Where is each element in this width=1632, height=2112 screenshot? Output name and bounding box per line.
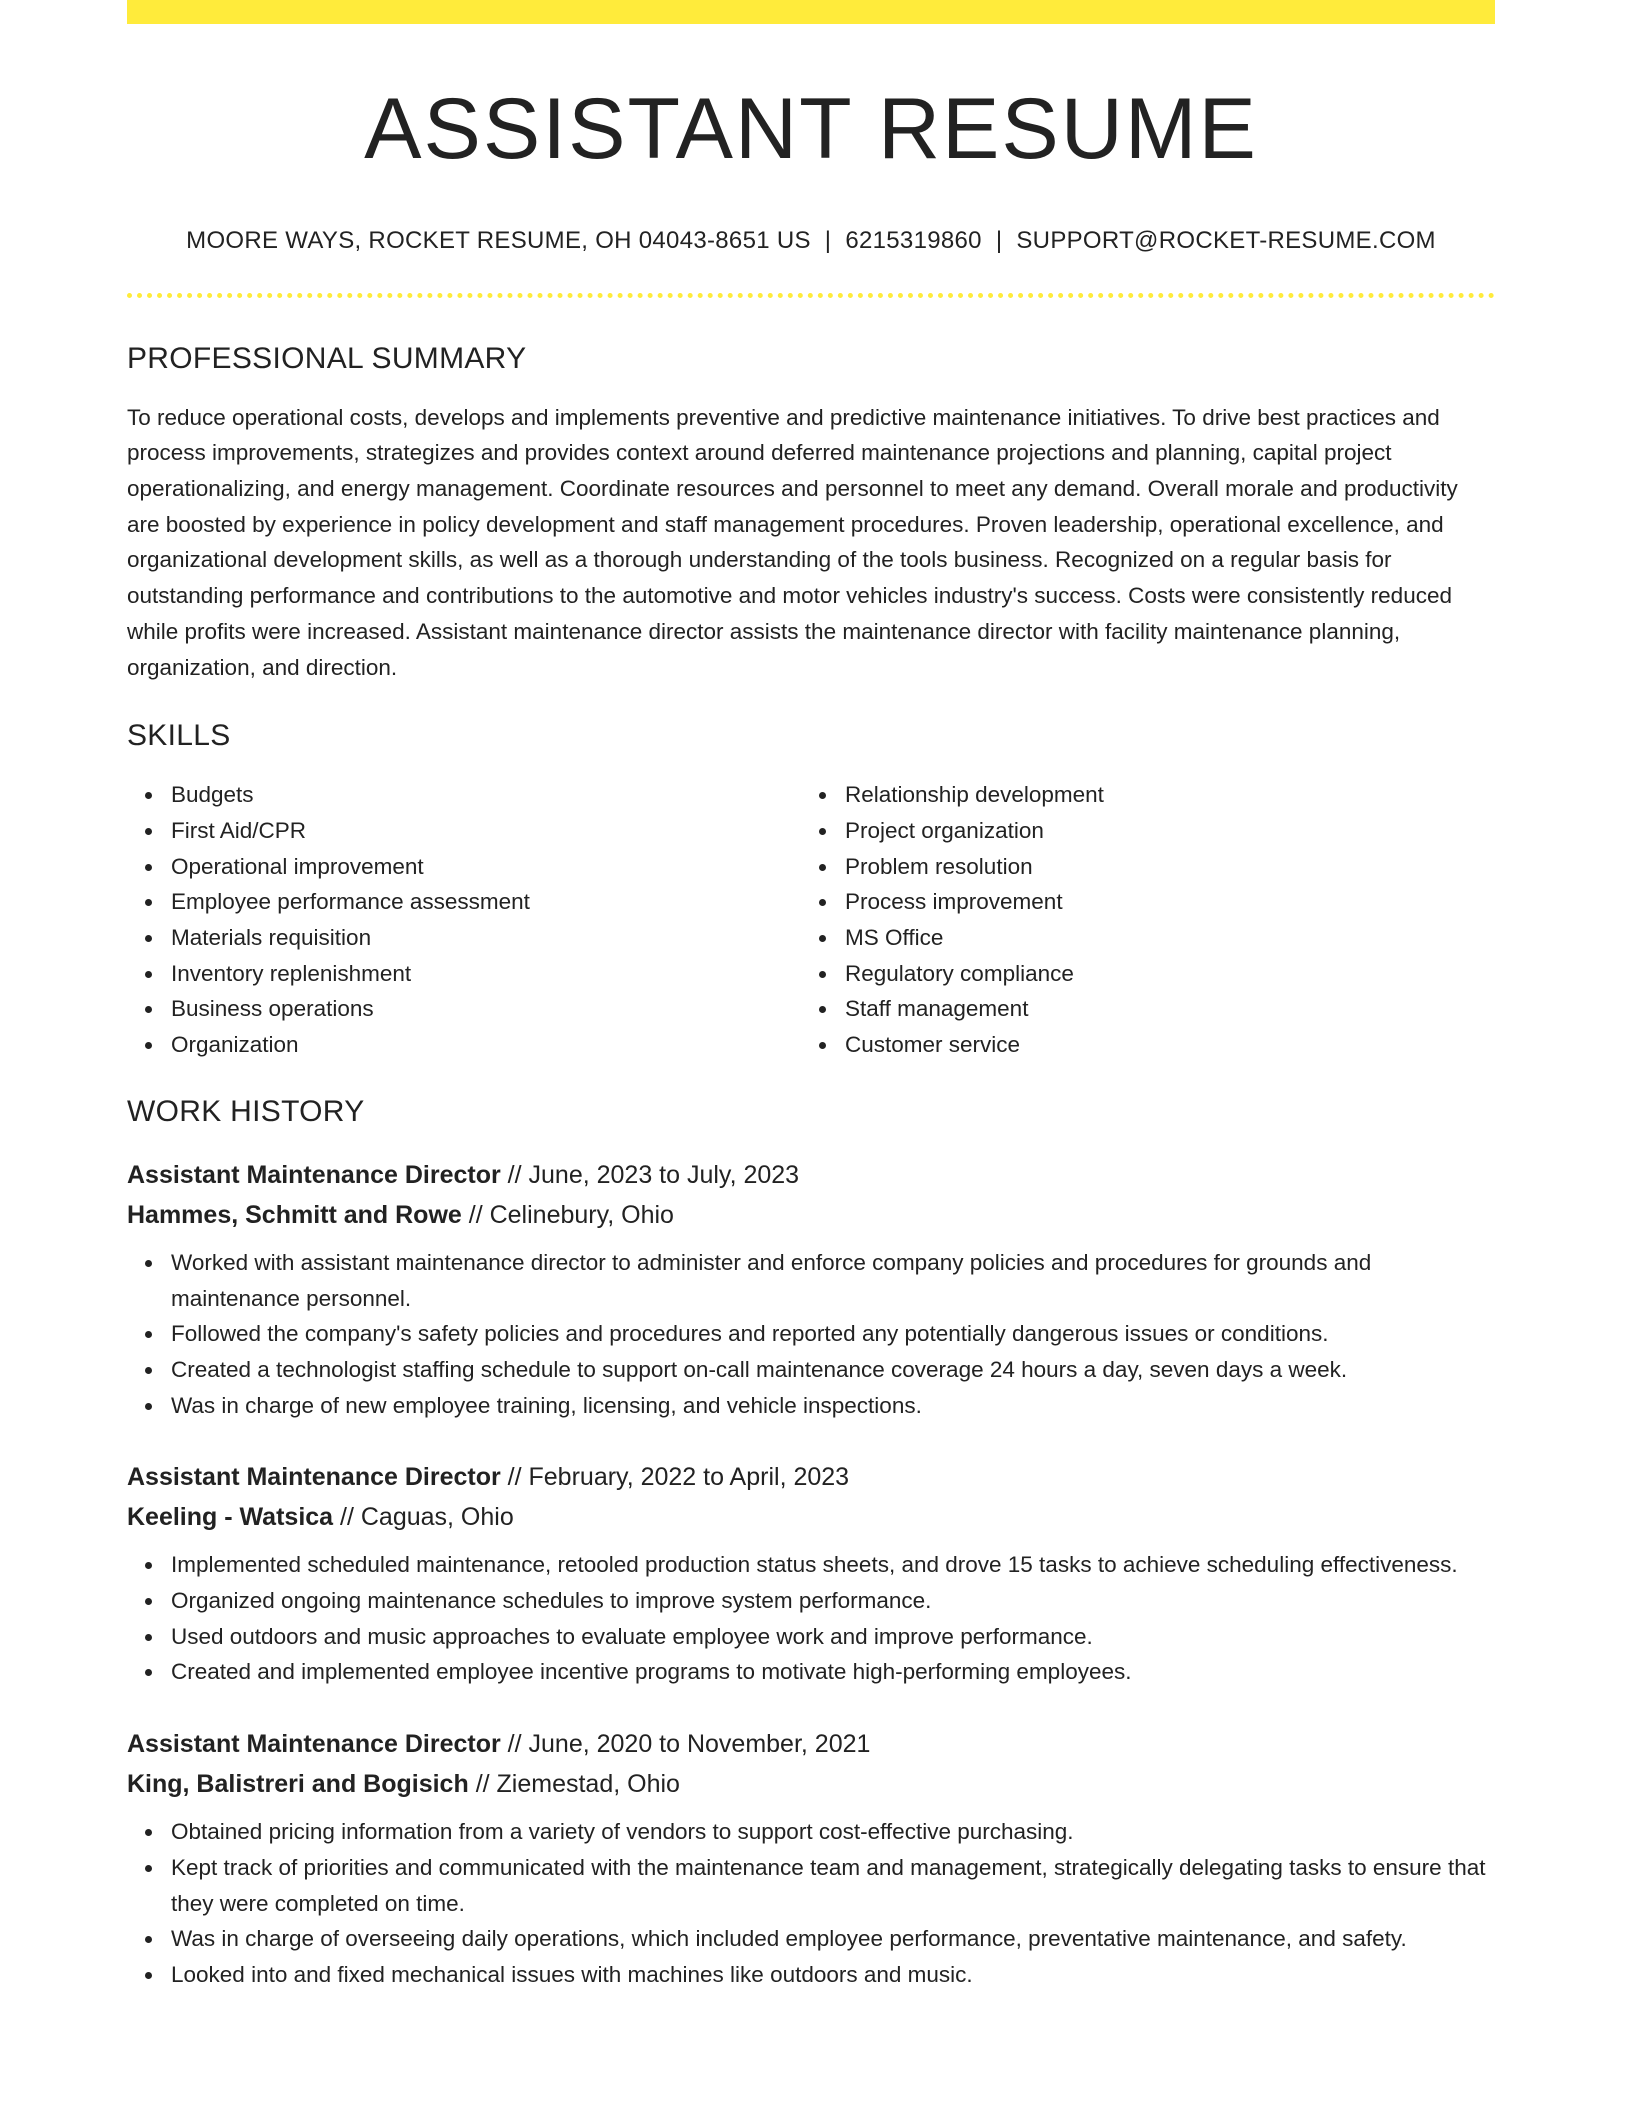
skill-item: Employee performance assessment bbox=[127, 884, 801, 920]
job-company: Keeling - Watsica bbox=[127, 1503, 334, 1532]
dotted-divider bbox=[127, 293, 1495, 298]
job-company-line bbox=[127, 1195, 1495, 1235]
job-bullets bbox=[127, 1547, 1495, 1690]
job-entry bbox=[127, 1457, 1495, 1690]
skill-item: Business operations bbox=[127, 991, 801, 1027]
job-bullet: Created and implemented employee incentive programs to motivate high-performing employees. bbox=[127, 1654, 1495, 1690]
contact-separator: | bbox=[995, 226, 1003, 254]
skill-item: Process improvement bbox=[801, 884, 1475, 920]
job-bullet: Obtained pricing information from a variety of vendors to support cost-effective purchasing. bbox=[127, 1814, 1495, 1850]
summary-text: To reduce operational costs, develops and implements preventive and predictive maintenance initiatives. To drive best practices and process improvements, strategizes and provides context around deferred maintenance projections and planning, capital project operationalizing, and energy management. Coordinate resources and personnel to meet any demand. Overall morale and productivity are boosted by experience in policy development and staff management procedures. Proven leadership, operational excellence, and organizational development skills, as well as a thorough understanding of the tools business. Recognized on a regular basis for outstanding performance and contributions to the automotive and motor vehicles industry's success. Costs were consistently reduced while profits were increased. Assistant maintenance director assists the maintenance director with facility maintenance planning, organization, and direction. bbox=[127, 404, 1458, 680]
job-location: // Celinebury, Ohio bbox=[468, 1200, 674, 1229]
job-role: Assistant Maintenance Director bbox=[127, 1160, 501, 1189]
summary-heading: PROFESSIONAL SUMMARY bbox=[127, 341, 527, 375]
skill-item: Project organization bbox=[801, 813, 1475, 849]
job-dates: // June, 2023 to July, 2023 bbox=[507, 1160, 800, 1189]
skill-item: Customer service bbox=[801, 1027, 1475, 1063]
contact-line bbox=[127, 227, 1495, 255]
skills-columns bbox=[127, 777, 1495, 1063]
contact-phone: 6215319860 bbox=[845, 226, 982, 254]
job-bullets bbox=[127, 1814, 1495, 1993]
job-bullets bbox=[127, 1245, 1495, 1424]
skills-left-list bbox=[127, 777, 801, 1063]
skills-right-list bbox=[801, 777, 1475, 1063]
job-title-line bbox=[127, 1155, 1495, 1195]
skill-item: Staff management bbox=[801, 991, 1475, 1027]
top-accent-bar bbox=[127, 0, 1495, 24]
job-bullet: Used outdoors and music approaches to evaluate employee work and improve performance. bbox=[127, 1619, 1495, 1655]
job-company-line bbox=[127, 1764, 1495, 1804]
job-bullet: Created a technologist staffing schedule to support on-call maintenance coverage 24 hours a day, seven days a week. bbox=[127, 1352, 1495, 1388]
work-history-heading: WORK HISTORY bbox=[127, 1094, 365, 1128]
skill-item: Inventory replenishment bbox=[127, 956, 801, 992]
job-bullet: Was in charge of new employee training, licensing, and vehicle inspections. bbox=[127, 1388, 1495, 1424]
resume-page bbox=[127, 0, 1495, 1993]
job-bullet: Kept track of priorities and communicated with the maintenance team and management, strategically delegating tasks to ensure that they were completed on time. bbox=[127, 1850, 1495, 1921]
job-dates: // February, 2022 to April, 2023 bbox=[507, 1463, 850, 1492]
job-bullet: Looked into and fixed mechanical issues with machines like outdoors and music. bbox=[127, 1957, 1495, 1993]
skill-item: Relationship development bbox=[801, 777, 1475, 813]
job-role: Assistant Maintenance Director bbox=[127, 1730, 501, 1759]
job-entry bbox=[127, 1724, 1495, 1993]
contact-separator: | bbox=[824, 226, 832, 254]
skill-item: Materials requisition bbox=[127, 920, 801, 956]
job-company-line bbox=[127, 1497, 1495, 1537]
job-dates: // June, 2020 to November, 2021 bbox=[507, 1730, 871, 1759]
skill-item: Operational improvement bbox=[127, 849, 801, 885]
job-bullet: Was in charge of overseeing daily operations, which included employee performance, preventative maintenance, and safety. bbox=[127, 1921, 1495, 1957]
job-location: // Ziemestad, Ohio bbox=[475, 1770, 680, 1799]
resume-name: ASSISTANT RESUME bbox=[364, 81, 1258, 177]
contact-email: SUPPORT@ROCKET-RESUME.COM bbox=[1016, 226, 1436, 254]
job-location: // Caguas, Ohio bbox=[340, 1503, 514, 1532]
job-bullet: Worked with assistant maintenance director to administer and enforce company policies and procedures for grounds and maintenance personnel. bbox=[127, 1245, 1495, 1316]
job-bullet: Organized ongoing maintenance schedules to improve system performance. bbox=[127, 1583, 1495, 1619]
contact-address: MOORE WAYS, ROCKET RESUME, OH 04043-8651 US bbox=[186, 226, 811, 254]
job-title-line bbox=[127, 1457, 1495, 1497]
job-bullet: Implemented scheduled maintenance, retooled production status sheets, and drove 15 tasks to achieve scheduling effectiveness. bbox=[127, 1547, 1495, 1583]
job-company: King, Balistreri and Bogisich bbox=[127, 1770, 469, 1799]
skill-item: First Aid/CPR bbox=[127, 813, 801, 849]
skills-heading: SKILLS bbox=[127, 719, 231, 753]
job-bullet: Followed the company's safety policies and procedures and reported any potentially dangerous issues or conditions. bbox=[127, 1316, 1495, 1352]
skill-item: Regulatory compliance bbox=[801, 956, 1475, 992]
job-entry bbox=[127, 1155, 1495, 1424]
job-role: Assistant Maintenance Director bbox=[127, 1463, 501, 1492]
skill-item: MS Office bbox=[801, 920, 1475, 956]
skill-item: Problem resolution bbox=[801, 849, 1475, 885]
skill-item: Organization bbox=[127, 1027, 801, 1063]
job-company: Hammes, Schmitt and Rowe bbox=[127, 1200, 462, 1229]
job-title-line bbox=[127, 1724, 1495, 1764]
skill-item: Budgets bbox=[127, 777, 801, 813]
